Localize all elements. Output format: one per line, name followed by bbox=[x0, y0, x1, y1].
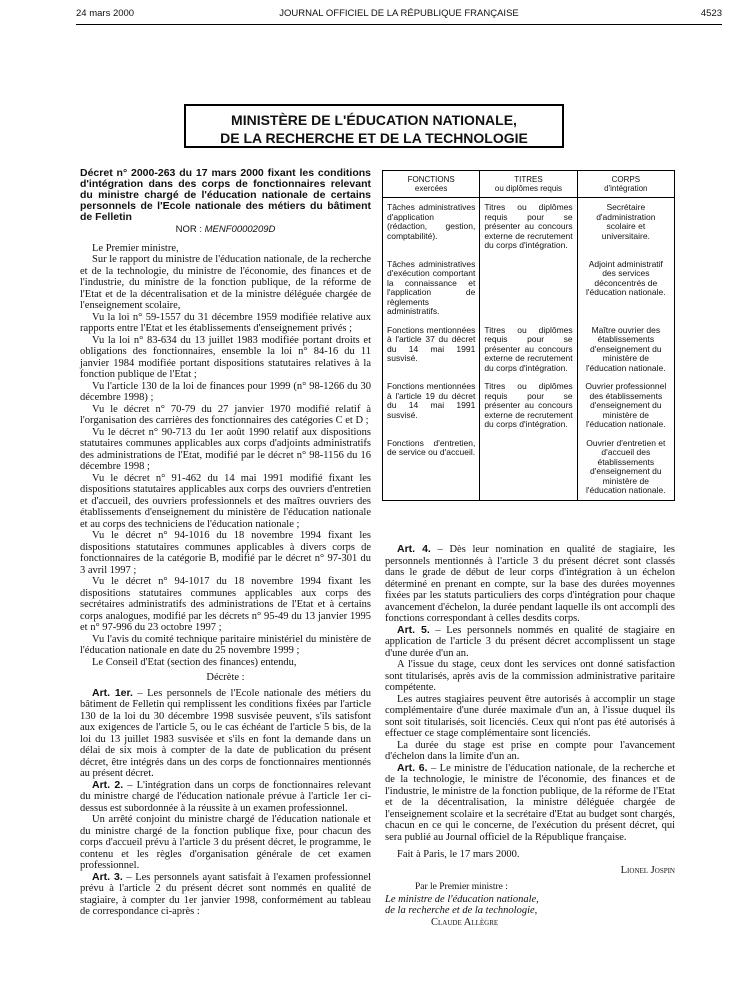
article-label: Art. 2. bbox=[92, 778, 124, 791]
articles-left bbox=[80, 688, 371, 918]
header-page-number: 4523 bbox=[700, 8, 722, 19]
table-body bbox=[383, 198, 675, 501]
articles-right bbox=[385, 544, 675, 843]
preamble-paragraph: Vu le décret n° 91-462 du 14 mai 1991 modifié fixant les dispositions statutaires applicables aux corps des ouvriers d'entretien et d'accueil, des ouvriers professionnels et des maîtres ouvriers des établissements d'enseignement du ministère de l'éducation nationale et au corps des techniciens de l'éducation nationale ; bbox=[80, 472, 371, 530]
table-cell: Titres ou diplômes requis pour se présenter au concours externe de recrutement du corps d'intégration. bbox=[480, 321, 577, 378]
preamble-paragraph: Vu l'avis du comité technique paritaire ministériel du ministère de l'éducation nationale en date du 25 novembre 1999 ; bbox=[80, 633, 371, 656]
header-date: 24 mars 2000 bbox=[76, 8, 135, 19]
ministry-line-1: MINISTÈRE DE L'ÉDUCATION NATIONALE, bbox=[231, 112, 517, 128]
preamble-paragraph: Sur le rapport du ministre de l'éducation nationale, de la recherche et de la technologie, du ministre de l'économie, des finances et de l'industrie, du ministre de la fonction publique, de la réforme de l'Etat et de la décentralisation et de la ministre déléguée chargée de l'enseignement scolaire, bbox=[80, 254, 371, 311]
nor-label: NOR : bbox=[175, 224, 202, 235]
nor-reference bbox=[80, 224, 371, 236]
table-cell: Titres ou diplômes requis pour se présenter au concours externe de recrutement du corps d'intégration. bbox=[480, 198, 577, 255]
table-cell: Fonctions mentionnées à l'article 37 du décret du 14 mai 1991 susvisé. bbox=[383, 321, 480, 378]
preamble-paragraph: Vu la loi n° 59-1557 du 31 décembre 1959 modifiée relative aux rapports entre l'Etat et les établissements d'enseignement privés ; bbox=[80, 311, 371, 334]
article-text: Les autres stagiaires peuvent être autorisés à accomplir un stage complémentaire d'une durée maximale d'un an, à l'issue duquel ils sont soit titularisés, soit licenciés. Ceux qui n'ont pas été autorisés à effectuer ce stage complémentaire sont licenciés. bbox=[385, 693, 675, 739]
ministry-box bbox=[184, 104, 564, 148]
page-header bbox=[76, 8, 722, 24]
done-at: Fait à Paris, le 17 mars 2000. bbox=[397, 849, 520, 860]
article-paragraph bbox=[385, 625, 675, 660]
article-text: Un arrêté conjoint du ministre chargé de l'éducation nationale et du ministre chargé de la fonction publique fixe, pour chacun des corps d'accueil prévu à l'article 3 du présent décret, le programme, le contenu et les règles d'organisation générale de cet examen professionnel. bbox=[80, 814, 371, 871]
table-cell: Ouvrier professionnel des établissements d'enseignement du ministère de l'éducation nationale. bbox=[577, 377, 674, 434]
article-text: – Les personnels nommés en qualité de stagiaire en application de l'article 3 du présent décret accomplissent un stage d'une durée d'un an. bbox=[385, 624, 675, 659]
preamble-paragraph: Vu le décret n° 90-713 du 1er août 1990 relatif aux dispositions statutaires communes applicables aux corps d'adjoints administratifs des administrations de l'Etat, modifié par le décret n° 98-1156 du 16 décembre 1998 ; bbox=[80, 426, 371, 472]
preamble-paragraph: Vu le décret n° 70-79 du 27 janvier 1970 modifié relatif à l'organisation des carrières des fonctionnaires des catégories C et D ; bbox=[80, 403, 371, 426]
table-cell: Tâches administratives d'application (rédaction, gestion, comptabilité). bbox=[383, 198, 480, 255]
table-cell: Fonctions mentionnées à l'article 19 du décret du 14 mai 1991 susvisé. bbox=[383, 377, 480, 434]
table-cell: Maître ouvrier des établissements d'enseignement du ministère de l'éducation nationale. bbox=[577, 321, 674, 378]
table-row bbox=[383, 377, 675, 434]
article-text: – L'intégration dans un corps de fonctionnaires relevant du ministre chargé de l'éducation nationale prévue à l'article 1er ci-dessus est subordonnée à la réussite à un examen professionnel. bbox=[80, 779, 371, 814]
table-header-line: FONCTIONS bbox=[407, 175, 455, 184]
table-cell bbox=[480, 434, 577, 501]
article-text: – Les personnels ayant satisfait à l'examen professionnel prévu à l'article 2 du présent décret sont nommés en qualité de stagiaire, à compter du 1er janvier 1998, conformément au tableau de correspondance ci-après : bbox=[80, 871, 372, 917]
article-paragraph bbox=[385, 659, 675, 694]
preamble-paragraph: Le Conseil d'Etat (section des finances) entendu, bbox=[92, 656, 297, 668]
table-header-row bbox=[383, 171, 675, 198]
decree-preamble bbox=[80, 243, 371, 669]
right-column bbox=[385, 544, 675, 928]
table-cell bbox=[480, 255, 577, 321]
article-paragraph bbox=[385, 544, 675, 625]
header-journal-title: JOURNAL OFFICIEL DE LA RÉPUBLIQUE FRANÇAISE bbox=[279, 8, 519, 19]
decrete-heading: Décrète : bbox=[206, 672, 245, 683]
table-header-line: TITRES bbox=[514, 175, 543, 184]
article-text: – Les personnels de l'Ecole nationale des métiers du bâtiment de Felletin qui remplissent les conditions fixées par l'article 130 de la loi du 30 décembre 1998 susvisée peuvent, s'ils satisfont aux exigences de l'article 5, ou le cas échéant de l'article 5 bis, de la loi du 13 juillet 1983 susvisée et s'ils en font la demande dans un délai de six mois à compter de la date de publication du présent décret, être intégrés dans un des corps de fonctionnaires mentionnés au présent décret. bbox=[80, 687, 371, 779]
article-label: Art. 4. bbox=[397, 543, 431, 555]
ministry-line-2: DE LA RECHERCHE ET DE LA TECHNOLOGIE bbox=[220, 130, 528, 146]
header-rule bbox=[76, 24, 722, 25]
article-text: – Dès leur nomination en qualité de stagiaire, les personnels mentionnés à l'article 3 du présent décret sont classés dans le grade de début de leur corps d'intégration à un échelon déterminé en prenant en compte, sur la base des durées moyennes fixées par les statuts particuliers des corps d'intégration pour chaque avancement d'échelon, la durée pendant laquelle ils ont accompli des fonctions correspondant à celles desdits corps. bbox=[385, 544, 675, 624]
article-paragraph bbox=[80, 780, 371, 815]
article-paragraph bbox=[385, 694, 675, 740]
table-row bbox=[383, 255, 675, 321]
article-paragraph bbox=[80, 872, 371, 918]
preamble-paragraph: Vu la loi n° 83-634 du 13 juillet 1983 modifiée portant droits et obligations des fonctionnaires, ensemble la loi n° 84-16 du 11 janvier 1984 modifiée portant dispositions statutaires relatives à la fonction publique de l'Etat ; bbox=[80, 334, 371, 380]
preamble-paragraph: Vu l'article 130 de la loi de finances pour 1999 (n° 98-1266 du 30 décembre 1998) ; bbox=[80, 380, 371, 403]
table-header-cell bbox=[480, 171, 577, 198]
table-header-line: ou diplômes requis bbox=[494, 184, 563, 193]
signatory: Lionel Jospin bbox=[620, 864, 675, 876]
table-header-line: CORPS bbox=[611, 175, 641, 184]
article-label: Art. 1er. bbox=[92, 686, 133, 699]
table-cell: Secrétaire d'administration scolaire et universitaire. bbox=[577, 198, 674, 255]
by-prime-minister: Par le Premier ministre : bbox=[415, 882, 508, 892]
article-text: – Le ministre de l'éducation nationale, de la recherche et de la technologie, le ministre de l'économie, des finances et de l'industrie, le ministre de la fonction publique, de la réforme de l'Etat et de la décentralisation, la ministre déléguée chargée de l'enseignement scolaire et la secrétaire d'Etat au budget sont chargés, chacun en ce qui le concerne, de l'exécution du présent décret, qui sera publié au Journal officiel de la République française. bbox=[385, 762, 675, 843]
article-paragraph bbox=[80, 688, 371, 780]
table-cell: Tâches administratives d'exécution comportant la connaissance et l'application de règlements administratifs. bbox=[383, 255, 480, 321]
table-header-line: exercées bbox=[414, 184, 448, 193]
article-paragraph bbox=[80, 814, 371, 872]
table-row bbox=[383, 321, 675, 378]
article-label: Art. 6. bbox=[397, 761, 428, 774]
preamble-paragraph: Vu le décret n° 94-1016 du 18 novembre 1994 fixant les dispositions statutaires communes applicables à divers corps de fonctionnaires de la catégorie B, modifié par le décret n° 97-301 du 3 avril 1997 ; bbox=[80, 530, 371, 576]
minister-title-1: Le ministre de l'éducation nationale, bbox=[385, 893, 539, 905]
decree-title: Décret n° 2000-263 du 17 mars 2000 fixant les conditions d'intégration dans des corps de fonctionnaires relevant du ministre chargé de l'éducation nationale de certains personnels de l'Ecole nationale des métiers du bâtiment de Felletin bbox=[80, 167, 371, 223]
table-cell: Adjoint administratif des services déconcentrés de l'éducation nationale. bbox=[577, 255, 674, 321]
table-header-cell bbox=[383, 171, 480, 198]
left-column bbox=[80, 168, 371, 918]
preamble-paragraph: Vu le décret n° 94-1017 du 18 novembre 1994 fixant les dispositions statutaires communes applicables aux corps des secrétaires administratifs des administrations de l'Etat et à certains corps analogues, modifié par les décrets n° 95-49 du 13 janvier 1995 et n° 97-996 du 23 octobre 1997 ; bbox=[80, 576, 371, 633]
table-cell: Titres ou diplômes requis pour se présenter au concours externe de recrutement du corps d'intégration. bbox=[480, 377, 577, 434]
article-label: Art. 5. bbox=[397, 623, 430, 636]
preamble-paragraph: Le Premier ministre, bbox=[92, 242, 179, 254]
table-row bbox=[383, 434, 675, 501]
minister-name: Claude Allègre bbox=[431, 916, 499, 928]
minister-title-2: de la recherche et de la technologie, bbox=[385, 905, 538, 916]
table-header-line: d'intégration bbox=[604, 184, 648, 193]
article-text: La durée du stage est prise en compte pour l'avancement d'échelon dans la limite d'un an. bbox=[385, 739, 675, 762]
article-paragraph bbox=[385, 740, 675, 763]
table-header-cell bbox=[577, 171, 674, 198]
article-text: A l'issue du stage, ceux dont les services ont donné satisfaction sont titularisés, après avis de la commission administrative paritaire compétente. bbox=[385, 659, 675, 693]
table-row bbox=[383, 198, 675, 255]
article-label: Art. 3. bbox=[92, 870, 123, 883]
table-cell: Ouvrier d'entretien et d'accueil des établissements d'enseignement du ministère de l'éducation nationale. bbox=[577, 434, 674, 501]
nor-value: MENF0000209D bbox=[204, 224, 276, 235]
correspondence-table bbox=[382, 170, 675, 501]
article-paragraph bbox=[385, 763, 675, 844]
table-cell: Fonctions d'entretien, de service ou d'accueil. bbox=[383, 434, 480, 501]
